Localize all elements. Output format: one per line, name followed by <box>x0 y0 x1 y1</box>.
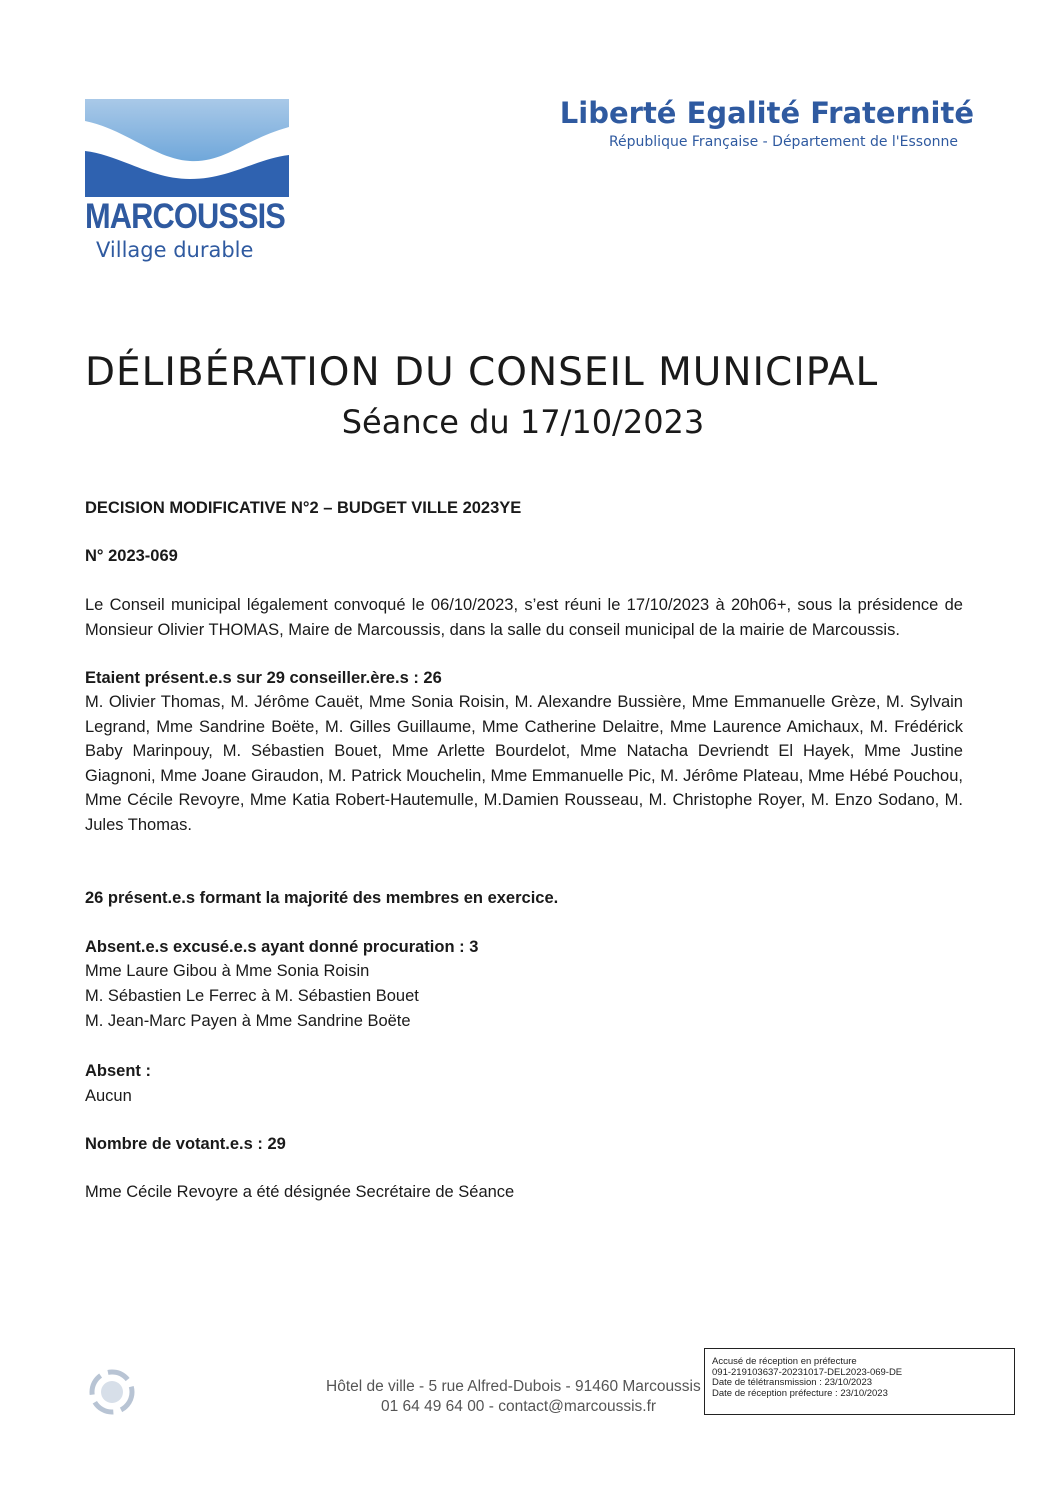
intro-paragraph: Le Conseil municipal légalement convoqué le 06/10/2023, s’est réuni le 17/10/2023 à 20h06+, sous la présidence de Monsieur Olivier THOMAS, Maire de Marcoussis, dans la salle du conseil municipal de la mairie de Marcoussis. <box>85 596 963 639</box>
prefecture-stamp <box>704 1348 1015 1415</box>
footer-contact: 01 64 49 64 00 - contact@marcoussis.fr <box>381 1398 657 1415</box>
recycle-icon <box>88 1368 136 1416</box>
secretary-statement: Mme Cécile Revoyre a été désignée Secrétaire de Séance <box>85 1183 515 1201</box>
session-date: Séance du 17/10/2023 <box>341 403 705 441</box>
wave-logo-icon <box>85 99 289 197</box>
stamp-line: Accusé de réception en préfecture <box>712 1356 857 1367</box>
page-title: DÉLIBÉRATION DU CONSEIL MUNICIPAL <box>85 350 879 395</box>
majority-statement: 26 présent.e.s formant la majorité des membres en exercice. <box>85 889 559 907</box>
stamp-line: Date de réception préfecture : 23/10/2023 <box>712 1387 888 1399</box>
marcoussis-logo <box>85 99 289 263</box>
stamp-line: Date de télétransmission : 23/10/2023 <box>712 1377 873 1388</box>
footer-address: Hôtel de ville - 5 rue Alfred-Dubois - 91460 Marcoussis <box>326 1378 701 1395</box>
present-heading: Etaient présent.e.s sur 29 conseiller.ère.s : 26 <box>85 669 442 687</box>
motto-sub: République Française - Département de l'Essonne <box>608 134 958 150</box>
motto-main: Liberté Egalité Fraternité <box>559 96 974 130</box>
absent-value: Aucun <box>85 1087 132 1105</box>
present-list: M. Olivier Thomas, M. Jérôme Cauët, Mme Sonia Roisin, M. Alexandre Bussière, Mme Emmanuelle Grèze, M. Sylvain Legrand, Mme Sandrine Boëte, M. Gilles Guillaume, Mme Catherine Delaitre, Mme Laurence Amichaux, M. Frédérick Baby Marinpouy, M. Sébastien Bouet, Mme Arlette Bourdelot, Mme Natacha Devriendt El Hayek, Mme Justine Giagnoni, Mme Joane Giraudon, M. Patrick Mouchelin, Mme Emmanuelle Pic, M. Jérôme Plateau, Mme Hébé Pouchou, Mme Cécile Revoyre, Mme Katia Robert-Hautemulle, M.Damien Rousseau, M. Christophe Royer, M. Enzo Sodano, M. Jules Thomas. <box>85 693 963 834</box>
proxy-item: Mme Laure Gibou à Mme Sonia Roisin <box>85 962 370 980</box>
proxy-heading: Absent.e.s excusé.e.s ayant donné procuration : 3 <box>85 938 479 956</box>
proxy-item: M. Jean-Marc Payen à Mme Sandrine Boëte <box>85 1012 411 1030</box>
logo-tagline: Village durable <box>96 238 254 262</box>
logo-name: MARCOUSSIS <box>85 197 285 236</box>
absent-heading: Absent : <box>85 1062 151 1080</box>
decision-number: N° 2023-069 <box>85 547 178 565</box>
voters-count: Nombre de votant.e.s : 29 <box>85 1135 286 1153</box>
republic-motto <box>560 96 974 150</box>
proxy-item: M. Sébastien Le Ferrec à M. Sébastien Bouet <box>85 987 419 1005</box>
stamp-line: 091-219103637-20231017-DEL2023-069-DE <box>712 1366 903 1378</box>
decision-subject: DECISION MODIFICATIVE N°2 – BUDGET VILLE 2023YE <box>85 499 522 517</box>
